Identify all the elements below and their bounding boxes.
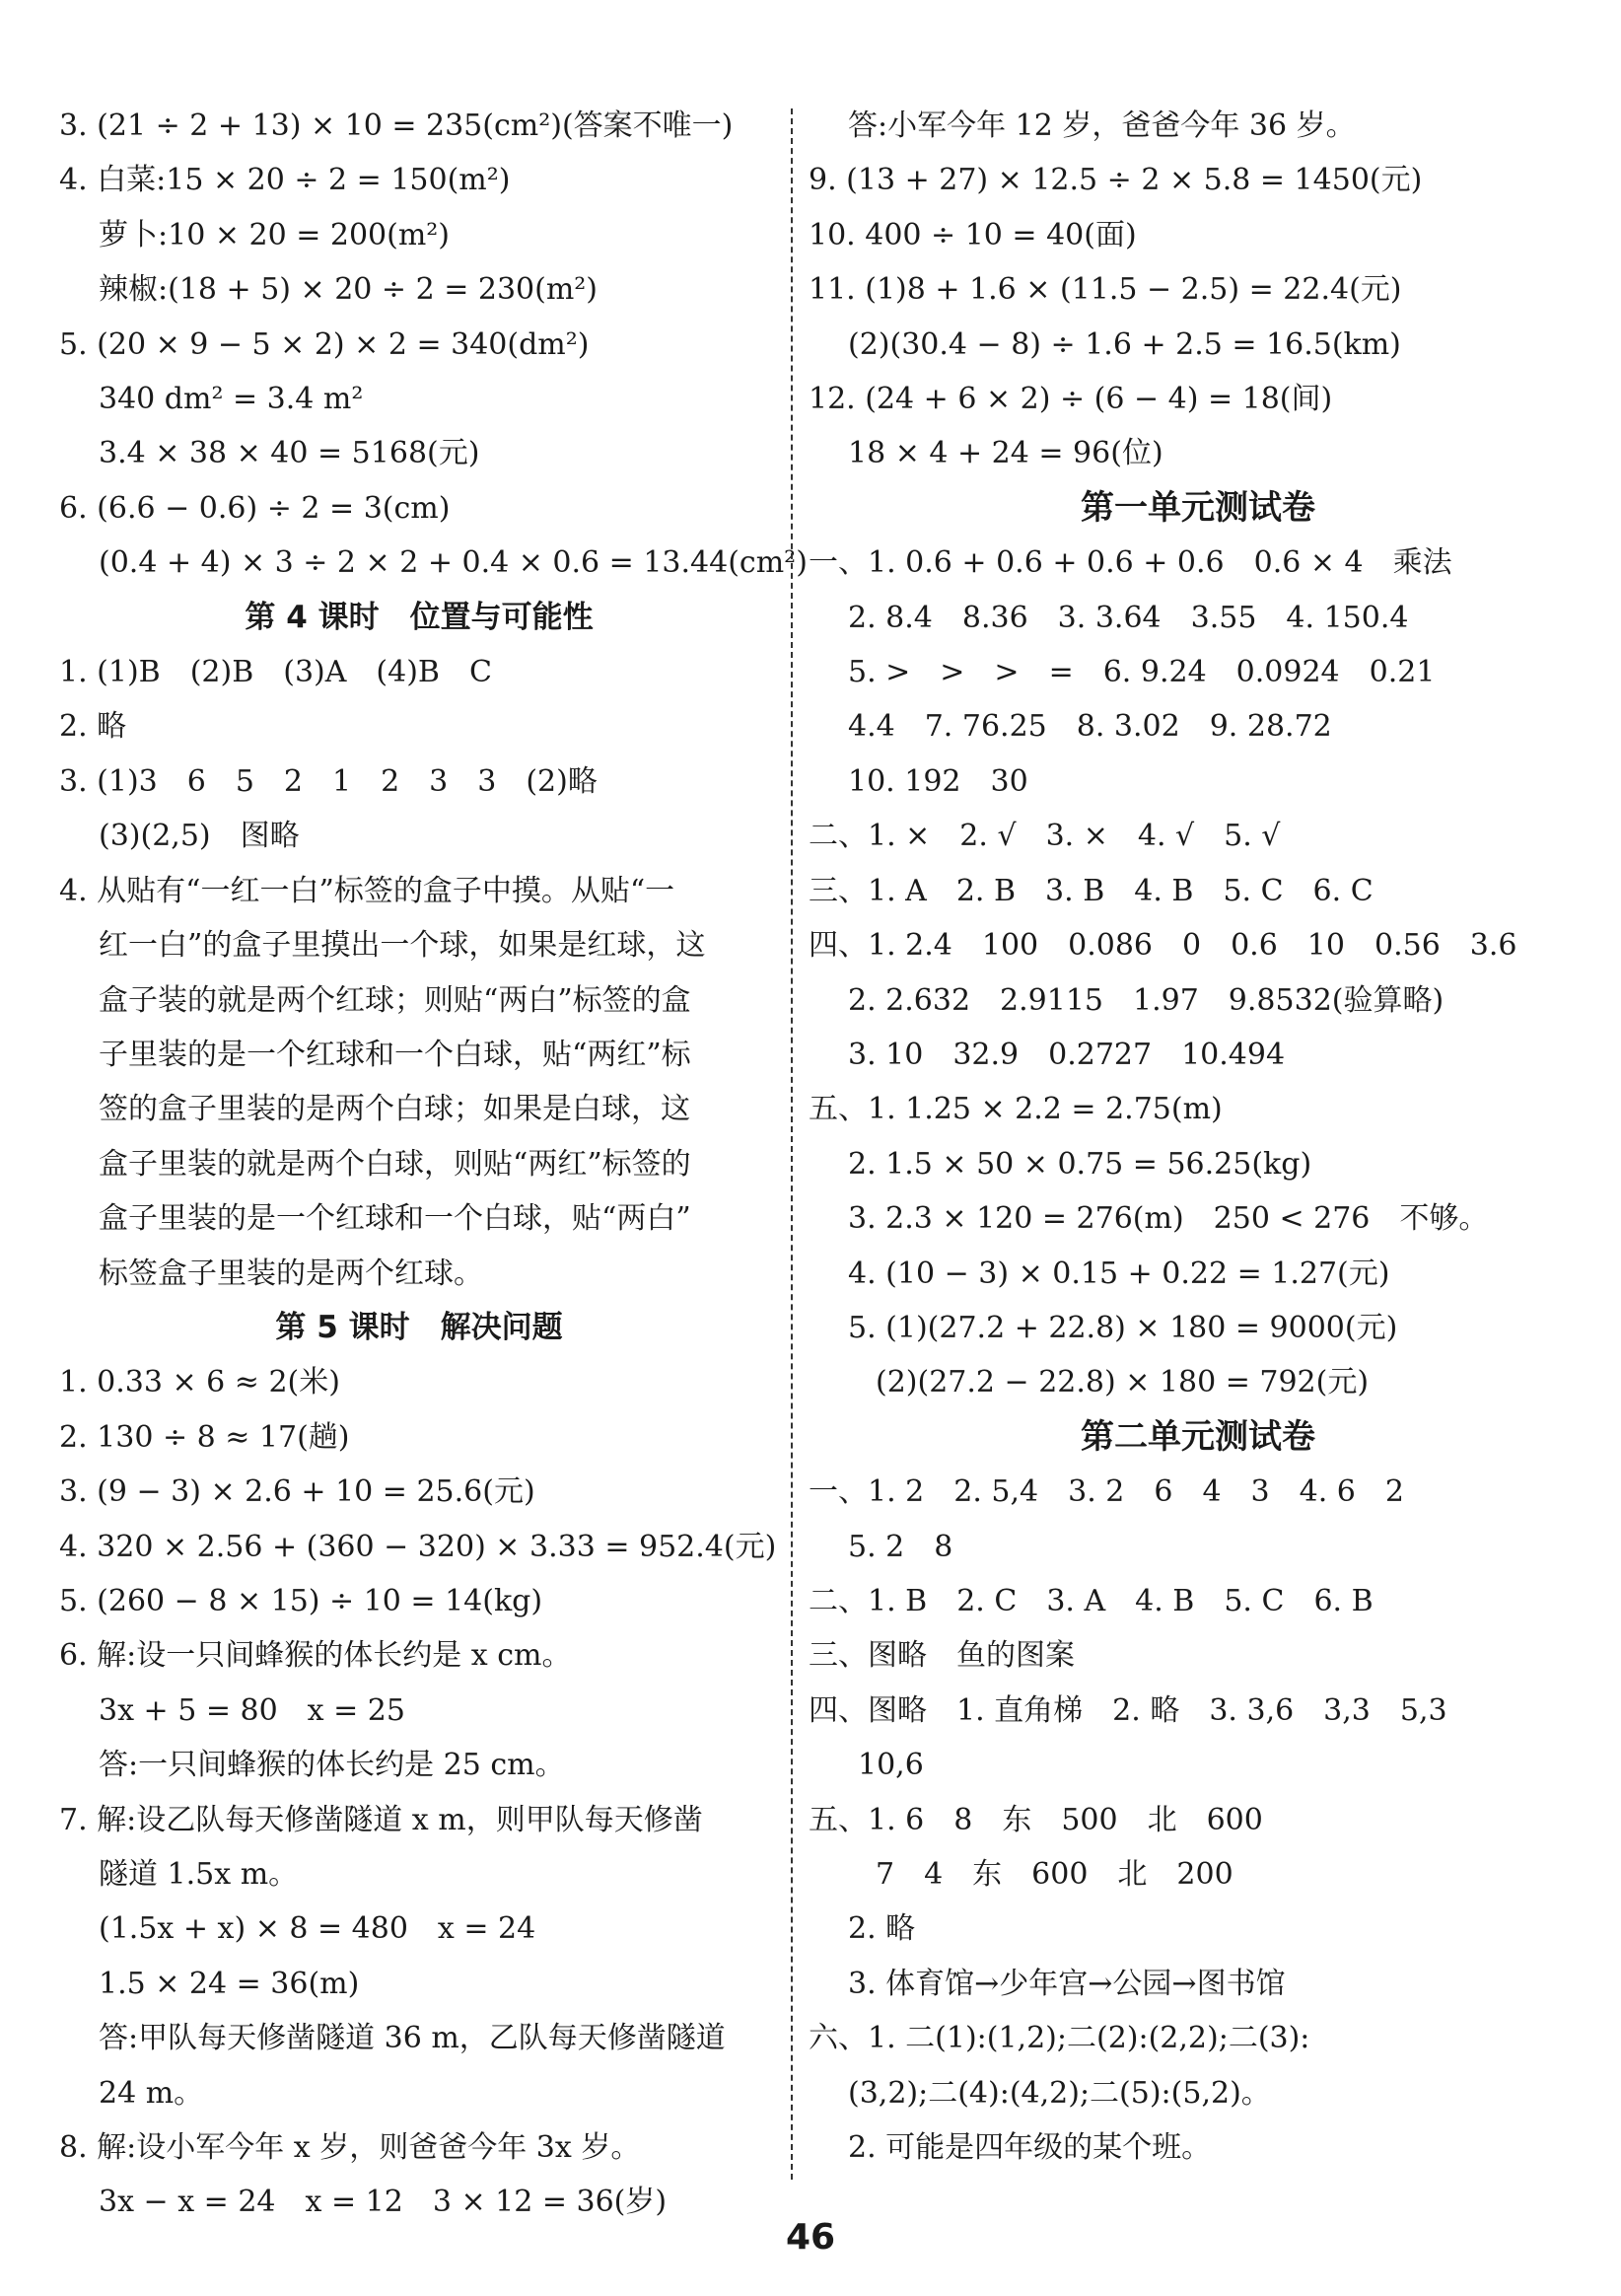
answer-line: 5. (260 − 8 × 15) ÷ 10 = 14(kg) — [59, 1583, 543, 1618]
answer-line: 五、1. 1.25 × 2.2 = 2.75(m) — [809, 1092, 1223, 1127]
answer-line: 四、1. 2.4 100 0.086 0 0.6 10 0.56 3.6 — [809, 928, 1517, 964]
answer-line: 3. (9 − 3) × 2.6 + 10 = 25.6(元) — [59, 1474, 535, 1510]
answer-line: 10. 400 ÷ 10 = 40(面) — [809, 217, 1137, 252]
answer-line: 11. (1)8 + 1.6 × (11.5 − 2.5) = 22.4(元) — [809, 272, 1402, 308]
answer-line: 2. 略 — [848, 1911, 916, 1947]
answer-line: 4. 从贴有“一红一白”标签的盒子中摸。从贴“一 — [59, 873, 675, 908]
answer-line: 一、1. 2 2. 5,4 3. 2 6 4 3 4. 6 2 — [809, 1474, 1404, 1510]
answer-line: 2. 1.5 × 50 × 0.75 = 56.25(kg) — [848, 1146, 1312, 1182]
answer-line: 9. (13 + 27) × 12.5 ÷ 2 × 5.8 = 1450(元) — [809, 163, 1423, 198]
answer-line: 一、1. 0.6 + 0.6 + 0.6 + 0.6 0.6 × 4 乘法 — [809, 545, 1452, 581]
answer-line: 标签盒子里装的是两个红球。 — [99, 1256, 483, 1291]
answer-line: 8. 解:设小军今年 x 岁，则爸爸今年 3x 岁。 — [59, 2130, 641, 2166]
answer-line: 盒子装的就是两个红球；则贴“两白”标签的盒 — [99, 982, 691, 1018]
answer-line: 答:甲队每天修凿隧道 36 m，乙队每天修凿隧道 — [99, 2021, 726, 2056]
answer-line: 隧道 1.5x m。 — [99, 1857, 299, 1892]
answer-line: 24 m。 — [99, 2075, 204, 2111]
section-heading: 第 5 课时 解决问题 — [275, 1309, 563, 1345]
answer-line: 答:一只间蜂猴的体长约是 25 cm。 — [99, 1748, 565, 1783]
answer-line: 5. (1)(27.2 + 22.8) × 180 = 9000(元) — [848, 1310, 1398, 1345]
answer-line: 2. 可能是四年级的某个班。 — [848, 2130, 1212, 2166]
answer-line: 四、图略 1. 直角梯 2. 略 3. 3,6 3,3 5,3 — [809, 1692, 1447, 1728]
answer-line: 1. (1)B (2)B (3)A (4)B C — [59, 655, 492, 690]
section-heading: 第 4 课时 位置与可能性 — [245, 599, 594, 635]
answer-line: 3. (1)3 6 5 2 1 2 3 3 (2)略 — [59, 763, 598, 799]
answer-line: 3. 2.3 × 120 = 276(m) 250 < 276 不够。 — [848, 1201, 1489, 1237]
answer-line: 3.4 × 38 × 40 = 5168(元) — [99, 436, 480, 471]
answer-line: 18 × 4 + 24 = 96(位) — [848, 436, 1163, 471]
answer-line: 5. 2 8 — [848, 1529, 953, 1564]
answer-line: 7. 解:设乙队每天修凿隧道 x m，则甲队每天修凿 — [59, 1802, 703, 1837]
answer-line: 4. 320 × 2.56 + (360 − 320) × 3.33 = 952.4(元) — [59, 1529, 777, 1564]
answer-line: 4. 白菜:15 × 20 ÷ 2 = 150(m²) — [59, 163, 511, 198]
answer-line: (2)(30.4 − 8) ÷ 1.6 + 2.5 = 16.5(km) — [848, 326, 1401, 362]
answer-line: 萝卜:10 × 20 = 200(m²) — [99, 217, 451, 252]
section-heading: 第一单元测试卷 — [1081, 487, 1315, 528]
section-heading: 第二单元测试卷 — [1081, 1416, 1315, 1457]
answer-line: 1.5 × 24 = 36(m) — [99, 1966, 360, 2001]
answer-line: 2. 2.632 2.9115 1.97 9.8532(验算略) — [848, 982, 1445, 1018]
answer-line: 红一白”的盒子里摸出一个球，如果是红球，这 — [99, 928, 706, 964]
answer-line: 2. 8.4 8.36 3. 3.64 3.55 4. 150.4 — [848, 600, 1409, 635]
answer-line: 10,6 — [858, 1748, 924, 1783]
answer-line: 6. (6.6 − 0.6) ÷ 2 = 3(cm) — [59, 490, 451, 526]
answer-line: 7 4 东 600 北 200 — [876, 1857, 1233, 1892]
answer-line: 二、1. B 2. C 3. A 4. B 5. C 6. B — [809, 1583, 1374, 1618]
answer-line: 3x − x = 24 x = 12 3 × 12 = 36(岁) — [99, 2185, 668, 2220]
answer-line: 3. 体育馆→少年宫→公园→图书馆 — [848, 1966, 1286, 2001]
answer-line: 六、1. 二(1):(1,2);二(2):(2,2);二(3): — [809, 2021, 1310, 2056]
answer-line: 4. (10 − 3) × 0.15 + 0.22 = 1.27(元) — [848, 1256, 1390, 1291]
answer-line: 答:小军今年 12 岁，爸爸今年 36 岁。 — [848, 108, 1356, 143]
answer-line: 12. (24 + 6 × 2) ÷ (6 − 4) = 18(间) — [809, 382, 1333, 417]
answer-line: 5. (20 × 9 − 5 × 2) × 2 = 340(dm²) — [59, 326, 590, 362]
answer-line: (0.4 + 4) × 3 ÷ 2 × 2 + 0.4 × 0.6 = 13.44(cm²) — [99, 545, 808, 581]
answer-line: 三、图略 鱼的图案 — [809, 1638, 1075, 1674]
answer-line: 二、1. × 2. √ 3. × 4. √ 5. √ — [809, 819, 1281, 854]
answer-line: 10. 192 30 — [848, 763, 1028, 799]
answer-line: (3)(2,5) 图略 — [99, 819, 300, 854]
left-column — [59, 99, 808, 2230]
answer-line: 3. (21 ÷ 2 + 13) × 10 = 235(cm²)(答案不唯一) — [59, 108, 734, 143]
answer-line: 2. 130 ÷ 8 ≈ 17(趟) — [59, 1419, 350, 1455]
answer-line: 三、1. A 2. B 3. B 4. B 5. C 6. C — [809, 873, 1374, 908]
answer-line: 盒子里装的就是两个白球，则贴“两红”标签的 — [99, 1146, 691, 1182]
right-column — [809, 99, 1587, 2175]
answer-line: (1.5x + x) × 8 = 480 x = 24 — [99, 1911, 536, 1947]
answer-line: 五、1. 6 8 东 500 北 600 — [809, 1802, 1263, 1837]
answer-line: 子里装的是一个红球和一个白球，贴“两红”标 — [99, 1037, 691, 1072]
answer-line: (2)(27.2 − 22.8) × 180 = 792(元) — [876, 1365, 1370, 1400]
answer-line: 3x + 5 = 80 x = 25 — [99, 1692, 405, 1728]
answer-line: 6. 解:设一只间蜂猴的体长约是 x cm。 — [59, 1638, 572, 1674]
answer-line: (3,2);二(4):(4,2);二(5):(5,2)。 — [848, 2075, 1271, 2111]
answer-line: 2. 略 — [59, 709, 127, 745]
answer-line: 3. 10 32.9 0.2727 10.494 — [848, 1037, 1286, 1072]
answer-line: 辣椒:(18 + 5) × 20 ÷ 2 = 230(m²) — [99, 272, 599, 308]
answer-line: 5. > > > = 6. 9.24 0.0924 0.21 — [848, 655, 1436, 690]
answer-line: 盒子里装的是一个红球和一个白球，贴“两白” — [99, 1201, 691, 1237]
answer-line: 签的盒子里装的是两个白球；如果是白球，这 — [99, 1092, 690, 1127]
column-divider — [791, 108, 793, 2180]
answer-line: 4.4 7. 76.25 8. 3.02 9. 28.72 — [848, 709, 1332, 745]
answer-line: 340 dm² = 3.4 m² — [99, 382, 364, 417]
answer-line: 1. 0.33 × 6 ≈ 2(米) — [59, 1365, 340, 1400]
page-number: 46 — [785, 2217, 836, 2258]
